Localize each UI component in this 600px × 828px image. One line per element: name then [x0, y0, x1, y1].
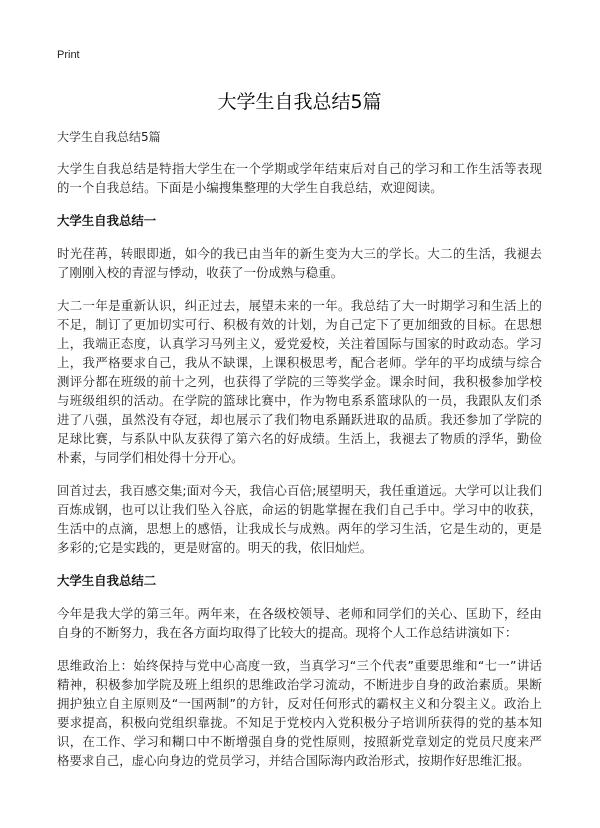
- section-2-paragraph-2: 思维政治上：始终保持与党中心高度一致，当真学习“三个代表”重要思维和“七一”讲话精神，积极参加学院及班上组织的思维政治学习流动，不断进步自身的政治素质。果断拥护独立自主原则及“一国两制”的方针，反对任何形式的霸权主义和分裂主义。政治上要求提高，积极向党组织靠拢。不知足于党校内入党积极分子培训所获得的党的基本知识，在工作、学习和糊口中不断增强自身的党性原则，按照新党章划定的党员尺度来严格要求自己，虚心向身边的党员学习，并结合国际海内政治形式，按期作好思维汇报。: [57, 658, 542, 768]
- section-1-paragraph-2: 大二一年是重新认识，纠正过去，展望未来的一年。我总结了大一时期学习和生活上的不足，制订了更加切实可行、积极有效的计划，为自己定下了更加细致的目标。在思想上，我端正态度，认真学习马列主义，爱党爱校，关注着国际与国家的时政动态。学习上，我严格要求自己，我从不缺课，上课积极思考，配合老师。学年的平均成绩与综合测评分都在班级的前十之列，也获得了学院的三等奖学金。课余时间，我积极参加学校与班级组织的活动。在学院的篮球比赛中，作为物电系系篮球队的一员，我跟队友们杀进了八强，虽然没有夺冠，却也展示了我们物电系踊跃进取的品质。我还参加了学院的足球比赛，与系队中队友获得了第六名的好成绩。生活上，我褪去了物质的浮华，勤俭朴素，与同学们相处得十分开心。: [57, 298, 542, 465]
- print-label: Print: [57, 49, 80, 61]
- document-subtitle: 大学生自我总结5篇: [57, 130, 161, 144]
- section-heading-2: 大学生自我总结二: [57, 573, 157, 588]
- intro-paragraph: 大学生自我总结是特指大学生在一个学期或学年结束后对自己的学习和工作生活等表现的一个自我总结。下面是小编搜集整理的大学生自我总结，欢迎阅读。: [57, 161, 542, 195]
- document-title: 大学生自我总结5篇: [217, 91, 382, 113]
- section-1-paragraph-3: 回首过去，我百感交集;面对今天，我信心百倍;展望明天，我任重道远。大学可以让我们百炼成钢，也可以让我们坠入谷底，命运的钥匙掌握在我们自己手中。学习中的收获，生活中的点滴，思想上的感悟，让我成长与成熟。两年的学习生活，它是生动的，更是多彩的;它是实践的，更是财富的。明天的我，依旧灿烂。: [57, 483, 542, 555]
- section-2-paragraph-1: 今年是我大学的第三年。两年来，在各级校领导、老师和同学们的关心、匡助下，经由自身的不断努力，我在各方面均取得了比较大的提高。现将个人工作总结讲演如下：: [57, 606, 542, 640]
- section-1-paragraph-1: 时光荏苒，转眼即逝，如今的我已由当年的新生变为大三的学长。大二的生活，我褪去了刚刚入校的青涩与悸动，收获了一份成熟与稳重。: [57, 246, 542, 280]
- section-heading-1: 大学生自我总结一: [57, 213, 157, 228]
